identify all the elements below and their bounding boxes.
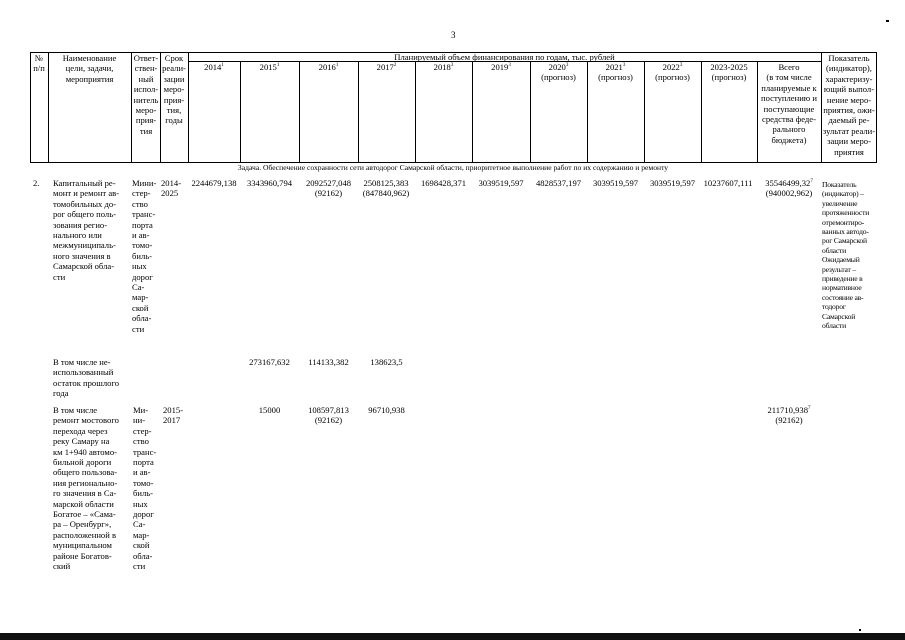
header-year: 2022$^3$ (прогноз) xyxy=(655,62,690,83)
header-year: 2020$^3$ (прогноз) xyxy=(541,62,576,83)
header-indicator: Показатель (индикатор), характеризу- ющий выпол- нение меро- приятия, ожи- даемый ре- зультат реали- зации меро- приятия xyxy=(822,53,876,157)
value-2019: 3039519,597 xyxy=(478,178,524,188)
row-name: Капитальный ре- монт и ремонт ав- томобильных до- рог общего поль- зования регио- нального или межмуниципаль- ного значения в Самарской обла- сти xyxy=(53,178,120,282)
col-divider xyxy=(415,61,416,162)
header-total: Всего (в том числе планируемые к поступлению и поступающие средства феде- рального бюджета) xyxy=(761,62,817,145)
header-name: Наименование цели, задачи, мероприятия xyxy=(62,53,117,84)
value-2015: 273167,632 xyxy=(249,357,290,367)
row-term: 2015- 2017 xyxy=(163,405,184,426)
value-total: 211710,938$^7$ (92162) xyxy=(767,405,811,426)
col-divider xyxy=(240,61,241,162)
header-year: 2014$^1$ xyxy=(204,62,224,72)
header-plan-title: Планируемый объем финансирования по годам, тыс. рублей xyxy=(394,52,615,62)
scan-speck xyxy=(859,629,861,631)
header-year: 2018$^3$ xyxy=(433,62,454,72)
value-2017: 2508125,383 (847840,962) xyxy=(362,178,410,199)
row-name: В том числе ремонт мостового перехода через реку Самару на км 1+940 автомо- бильной дороги общего пользова- ния регионально- го значения в Са- марской области Богатое – «Сама- ра – Оренбург», расположенной в муниципальном районе Богатов- ский xyxy=(53,405,119,572)
value-2015: 3343960,794 xyxy=(246,178,293,188)
row-responsible: Мини- стер- ство транс- порта и ав- томо- биль- ных дорог Са- мар- ской обла- сти xyxy=(132,178,157,334)
col-divider xyxy=(358,61,359,162)
col-divider xyxy=(299,61,300,162)
page-number: 3 xyxy=(451,30,456,40)
value-2023-2025: 10237607,111 xyxy=(703,178,753,188)
scan-edge-bar xyxy=(0,633,905,640)
value-total: 35546499,32$^7$ (940002,962) xyxy=(765,178,813,199)
col-divider xyxy=(472,61,473,162)
value-2015: 15000 xyxy=(258,405,281,415)
header-term: Срок реали- зации меро- прия- тия, годы xyxy=(162,53,186,126)
value-2017: 96710,938 xyxy=(368,405,405,415)
value-2016: 114133,382 xyxy=(308,357,349,367)
header-responsible: Ответ- ствен- ный испол- нитель меро- прия- тия xyxy=(133,53,159,136)
value-2022: 3039519,597 xyxy=(649,178,696,188)
scan-speck xyxy=(886,20,889,22)
value-2017: 138623,5 xyxy=(370,357,403,367)
header-year: 2019$^3$ xyxy=(491,62,511,72)
row-number: 2. xyxy=(33,178,40,188)
row-indicator: Показатель (индикатор) – увеличение протяженности отремонтиро- ванных автодо- рог Самарской области Ожидаемый результат – приведение в нормативное состояние ав- тодорог Самарской области xyxy=(822,180,870,331)
header-num: № п/п xyxy=(33,53,45,74)
value-2014: 2244679,138 xyxy=(191,178,237,188)
header-year: 2021$^3$ (прогноз) xyxy=(598,62,633,83)
row-term: 2014- 2025 xyxy=(161,178,182,199)
row-name: В том числе не- использованный остаток прошлого года xyxy=(53,357,120,399)
value-2020: 4828537,197 xyxy=(535,178,582,188)
value-2021: 3039519,597 xyxy=(592,178,639,188)
header-year: 2023-2025 (прогноз) xyxy=(710,62,748,83)
header-year: 2016$^1$ xyxy=(318,62,339,72)
header-year: 2015$^1$ xyxy=(259,62,280,72)
value-2016: 108597,813 (92162) xyxy=(308,405,349,426)
value-2018: 1698428,371 xyxy=(420,178,467,188)
task-line: Задача. Обеспечение сохранности сети автодорог Самарской области, приоритетное выполнение работ по их содержанию и ремонту xyxy=(237,163,669,172)
row-responsible: Ми- ни- стер- ство транс- порта и ав- томо- биль- ных дорог Са- мар- ской обла- сти xyxy=(133,405,157,572)
header-year: 2017$^2$ xyxy=(376,62,397,72)
value-2016: 2092527,048 (92162) xyxy=(305,178,352,199)
